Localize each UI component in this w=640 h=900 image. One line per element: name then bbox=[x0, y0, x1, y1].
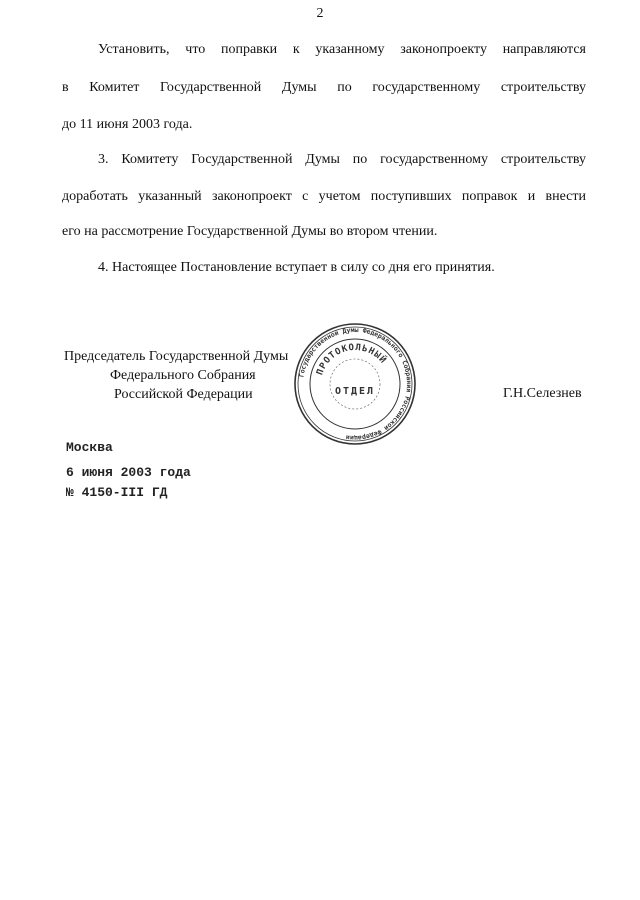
stamp-outer-text: Государственной Думы Федерального Собрания Российской Федерации bbox=[297, 325, 414, 443]
signatory-title-line: Российской Федерации bbox=[114, 387, 253, 402]
paragraph-line: доработать указанный законопроект с учетом поступивших поправок и внести bbox=[62, 189, 586, 204]
signer-name: Г.Н.Селезнев bbox=[503, 386, 582, 401]
document-number: № 4150-III ГД bbox=[66, 485, 168, 500]
page-number: 2 bbox=[316, 6, 324, 21]
document-date: 6 июня 2003 года bbox=[66, 465, 191, 480]
paragraph-line: до 11 июня 2003 года. bbox=[62, 117, 193, 132]
stamp-center-text: ОТДЕЛ bbox=[334, 386, 376, 397]
paragraph-line: его на рассмотрение Государственной Думы во втором чтении. bbox=[62, 224, 438, 239]
official-stamp bbox=[293, 322, 417, 446]
paragraph-line: Установить, что поправки к указанному законопроекту направляются bbox=[98, 42, 586, 57]
paragraph-line: 4. Настоящее Постановление вступает в силу со дня его принятия. bbox=[98, 260, 495, 275]
stamp-inner-text: ПРОТОКОЛЬНЫЙ bbox=[315, 342, 389, 377]
signatory-title-line: Федерального Собрания bbox=[110, 368, 256, 383]
document-footer bbox=[66, 438, 191, 503]
paragraph-line: 3. Комитету Государственной Думы по государственному строительству bbox=[98, 152, 586, 167]
document-city: Москва bbox=[66, 440, 113, 455]
stamp-inner-ring bbox=[330, 359, 380, 409]
signatory-title-line: Председатель Государственной Думы bbox=[64, 349, 289, 364]
paragraph-line: в Комитет Государственной Думы по государственному строительству bbox=[62, 80, 586, 95]
stamp-outer-ring bbox=[295, 324, 415, 444]
